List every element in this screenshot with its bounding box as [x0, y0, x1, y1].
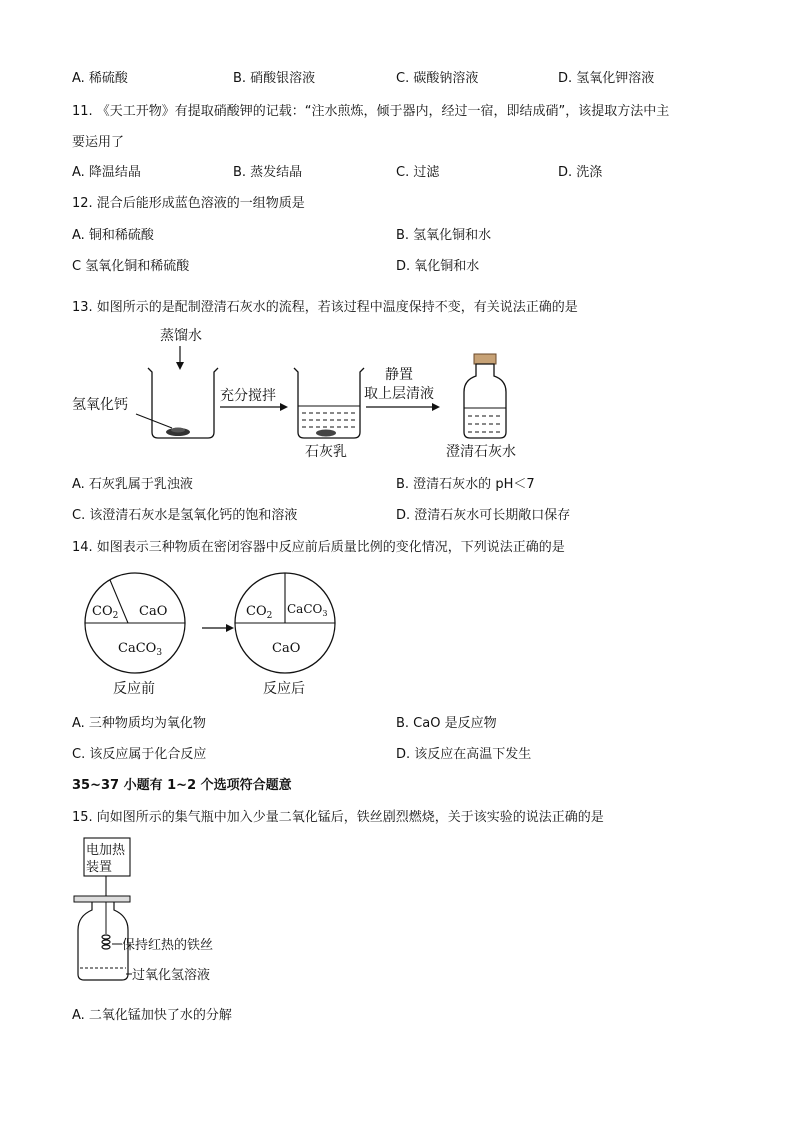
q13-option-d: D. 澄清石灰水可长期敞口保存 — [396, 508, 571, 523]
q10-option-c: C. 碳酸钠溶液 — [396, 71, 479, 86]
q11-stem-line1: 11. 《天工开物》有提取硝酸钾的记载：“注水煎炼，倾于器内，经过一宿，即结成硝”，该提取方法中主 — [72, 104, 670, 119]
before-co2-subscript: 2 — [112, 611, 119, 621]
label-before: 反应前 — [113, 681, 155, 697]
after-co2-subscript: 2 — [266, 611, 273, 621]
label-after: 反应后 — [263, 681, 305, 697]
after-co2-label: CO — [246, 604, 267, 619]
svg-text:CaCO3 — [118, 641, 162, 658]
q11-option-c: C. 过滤 — [396, 165, 440, 180]
bottle-stopper — [474, 354, 496, 364]
q14-option-a: A. 三种物质均为氧化物 — [72, 716, 206, 731]
label-iron: 保持红热的铁丝 — [122, 938, 214, 953]
svg-text:CO2 — [246, 604, 272, 621]
q13-option-c: C. 该澄清石灰水是氢氧化钙的饱和溶液 — [72, 508, 298, 523]
q15-option-a: A. 二氧化锰加快了水的分解 — [72, 1008, 232, 1023]
q14-figure — [80, 570, 360, 700]
svg-text:CO2 — [92, 604, 118, 621]
q14-option-c: C. 该反应属于化合反应 — [72, 747, 207, 762]
q14-option-b: B. CaO 是反应物 — [396, 716, 497, 731]
q15-stem: 15. 向如图所示的集气瓶中加入少量二氧化锰后，铁丝剧烈燃烧，关于该实验的说法正确的是 — [72, 810, 604, 825]
q14-option-d: D. 该反应在高温下发生 — [396, 747, 532, 762]
q13-option-a: A. 石灰乳属于乳浊液 — [72, 477, 193, 492]
before-co2-label: CO — [92, 604, 113, 619]
q13-option-b: B. 澄清石灰水的 pH＜7 — [396, 477, 535, 492]
before-caco3-subscript: 3 — [156, 648, 163, 658]
q13-label-water: 蒸馏水 — [160, 328, 202, 344]
q14-stem: 14. 如图表示三种物质在密闭容器中反应前后质量比例的变化情况，下列说法正确的是 — [72, 540, 565, 555]
before-caco3-label: CaCO — [118, 641, 157, 656]
q12-stem: 12. 混合后能形成蓝色溶液的一组物质是 — [72, 196, 305, 211]
q11-option-a: A. 降温结晶 — [72, 165, 141, 180]
q13-label-stir: 充分搅拌 — [220, 388, 276, 404]
q12-option-a: A. 铜和稀硫酸 — [72, 228, 154, 243]
after-caco3-label: CaCO — [287, 602, 323, 616]
heater-label-1: 电加热 — [86, 843, 126, 858]
q13-label-caoh2: 氢氧化钙 — [72, 397, 128, 413]
q10-option-b: B. 硝酸银溶液 — [233, 71, 316, 86]
bottle — [464, 364, 506, 438]
section-heading: 35~37 小题有 1~2 个选项符合题意 — [72, 778, 292, 793]
heater-label-2: 装置 — [86, 860, 113, 875]
q11-stem-line2: 要运用了 — [72, 135, 125, 150]
q12-option-b: B. 氢氧化铜和水 — [396, 228, 492, 243]
q11-option-d: D. 洗涤 — [558, 165, 603, 180]
beaker-1 — [148, 368, 218, 438]
q13-stem: 13. 如图所示的是配制澄清石灰水的流程，若该过程中温度保持不变，有关说法正确的是 — [72, 300, 578, 315]
q11-option-b: B. 蒸发结晶 — [233, 165, 303, 180]
q13-label-take: 取上层清液 — [364, 386, 434, 402]
q13-label-stand: 静置 — [385, 367, 413, 383]
q13-label-clear: 澄清石灰水 — [446, 444, 516, 460]
iron-wire-coil — [102, 935, 110, 949]
q13-label-milk: 石灰乳 — [305, 444, 347, 460]
after-cao-label: CaO — [272, 641, 301, 656]
label-h2o2: 过氧化氢溶液 — [132, 968, 211, 983]
q15-figure — [70, 834, 270, 994]
q12-option-c: C 氢氧化铜和稀硫酸 — [72, 259, 190, 274]
q13-figure — [60, 320, 540, 465]
q10-option-a: A. 稀硫酸 — [72, 71, 128, 86]
before-cao-label: CaO — [139, 604, 168, 619]
q12-option-d: D. 氧化铜和水 — [396, 259, 480, 274]
svg-text:CaCO3 — [287, 602, 327, 618]
after-caco3-subscript: 3 — [322, 609, 328, 618]
q10-option-d: D. 氢氧化钾溶液 — [558, 71, 655, 86]
